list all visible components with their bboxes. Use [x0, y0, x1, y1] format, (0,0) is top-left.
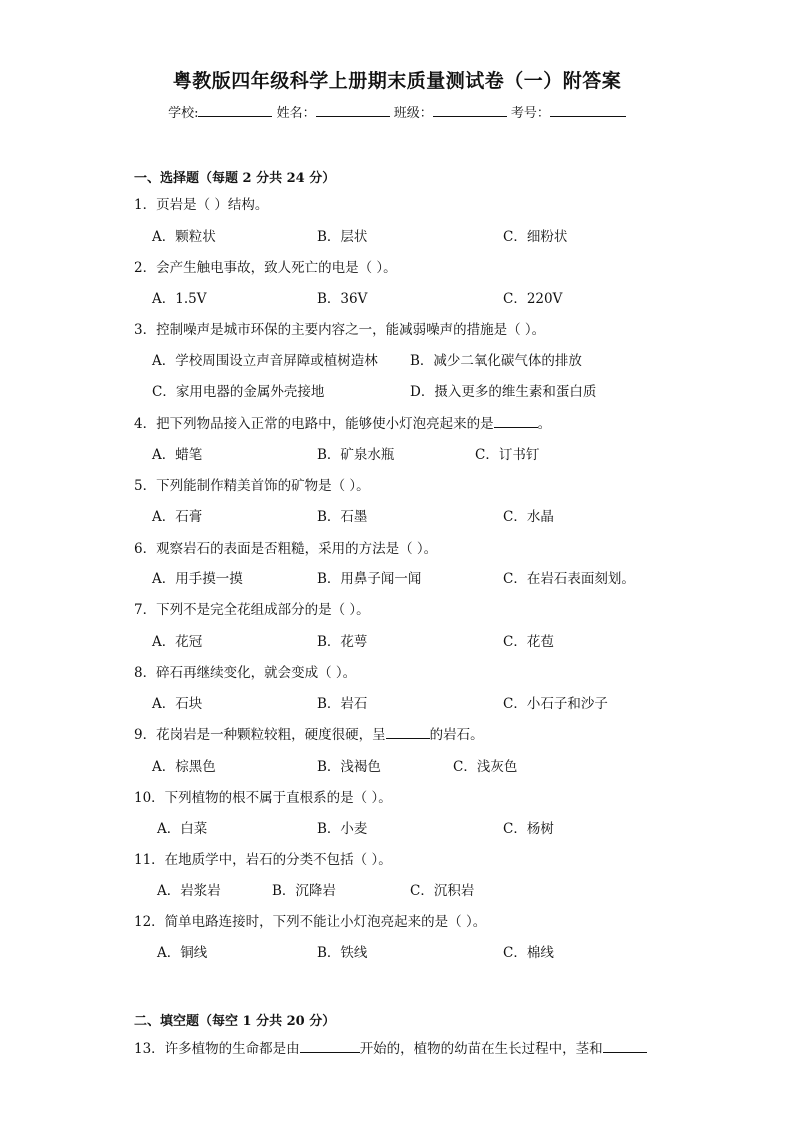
option[interactable]: A．颗粒状: [152, 229, 216, 245]
option[interactable]: C．细粉状: [503, 229, 568, 245]
option[interactable]: A．花冠: [152, 634, 203, 650]
class-blank[interactable]: [433, 102, 507, 117]
question-text: 4．把下列物品接入正常的电路中，能够使小灯泡亮起来的是: [134, 416, 494, 432]
question-stem: 11．在地质学中，岩石的分类不包括（ ）。: [134, 852, 392, 868]
question-text: 13．许多植物的生命都是由: [134, 1041, 300, 1057]
option[interactable]: B．岩石: [317, 696, 368, 712]
option[interactable]: C．水晶: [503, 509, 554, 525]
option[interactable]: A．岩浆岩: [157, 883, 221, 899]
option[interactable]: A．用手摸一摸: [152, 571, 243, 587]
section-heading-choice: 一、选择题（每题 2 分共 24 分）: [134, 171, 336, 186]
exam-number-blank[interactable]: [550, 102, 626, 117]
option[interactable]: C．订书钉: [475, 447, 540, 463]
question-stem: [134, 1037, 647, 1057]
option[interactable]: D．摄入更多的维生素和蛋白质: [410, 384, 597, 400]
question-stem: 3．控制噪声是城市环保的主要内容之一，能减弱噪声的措施是（ ）。: [134, 322, 546, 338]
question-stem: 5．下列能制作精美首饰的矿物是（ ）。: [134, 478, 370, 494]
exam-title: 粤教版四年级科学上册期末质量测试卷（一）附答案: [172, 70, 622, 92]
option[interactable]: A．石膏: [152, 509, 203, 525]
school-blank[interactable]: [198, 102, 272, 117]
option[interactable]: B．用鼻子闻一闻: [317, 571, 422, 587]
option[interactable]: A．白菜: [157, 821, 208, 837]
option[interactable]: C．家用电器的金属外壳接地: [152, 384, 325, 400]
option[interactable]: C．花苞: [503, 634, 554, 650]
answer-blank[interactable]: [300, 1040, 360, 1053]
option[interactable]: A．1.5V: [152, 291, 207, 307]
answer-blank[interactable]: [386, 726, 430, 739]
option[interactable]: B．沉降岩: [272, 883, 336, 899]
question-stem: 6．观察岩石的表面是否粗糙，采用的方法是（ ）。: [134, 541, 438, 557]
option[interactable]: C．在岩石表面刻划。: [503, 571, 635, 587]
question-text-continued: 开始的，植物的幼苗在生长过程中，茎和: [359, 1041, 603, 1057]
exam-number-label: 考号：: [510, 106, 550, 121]
option[interactable]: B．矿泉水瓶: [317, 447, 395, 463]
question-stem: 12．简单电路连接时，下列不能让小灯泡亮起来的是（ ）。: [134, 914, 487, 930]
name-blank[interactable]: [316, 102, 390, 117]
option[interactable]: B．减少二氧化碳气体的排放: [410, 353, 582, 369]
question-stem: 7．下列不是完全花组成部分的是（ ）。: [134, 602, 370, 618]
option[interactable]: A．铜线: [157, 945, 208, 961]
option[interactable]: C．棉线: [503, 945, 554, 961]
section-heading-fill-blank: 二、填空题（每空 1 分共 20 分）: [134, 1014, 336, 1029]
option[interactable]: B．花萼: [317, 634, 368, 650]
option[interactable]: C．沉积岩: [410, 883, 475, 899]
question-text: 9．花岗岩是一种颗粒较粗，硬度很硬，呈: [134, 727, 386, 743]
option[interactable]: B．石墨: [317, 509, 368, 525]
name-label: 姓名：: [276, 106, 316, 121]
question-stem: 1．页岩是（ ）结构。: [134, 197, 269, 213]
option[interactable]: A．蜡笔: [152, 447, 203, 463]
question-stem: 8．碎石再继续变化，就会变成（ ）。: [134, 665, 357, 681]
answer-blank[interactable]: [494, 415, 538, 428]
question-stem: [134, 723, 484, 743]
option[interactable]: C．小石子和沙子: [503, 696, 608, 712]
option[interactable]: B．36V: [317, 291, 368, 307]
question-stem: 10．下列植物的根不属于直根系的是（ ）。: [134, 790, 392, 806]
class-label: 班级：: [393, 106, 433, 121]
option[interactable]: B．层状: [317, 229, 368, 245]
option[interactable]: B．铁线: [317, 945, 368, 961]
option[interactable]: C．杨树: [503, 821, 554, 837]
option[interactable]: C．220V: [503, 291, 563, 307]
answer-blank[interactable]: [603, 1040, 647, 1053]
option[interactable]: C．浅灰色: [453, 759, 518, 775]
option[interactable]: A．学校周围设立声音屏障或植树造林: [152, 353, 378, 369]
question-text-end: 。: [537, 416, 552, 432]
question-stem: 2．会产生触电事故，致人死亡的电是（ ）。: [134, 260, 397, 276]
question-stem: [134, 412, 551, 432]
option[interactable]: A．石块: [152, 696, 203, 712]
option[interactable]: B．小麦: [317, 821, 368, 837]
school-label: 学校:: [168, 106, 199, 121]
question-text-end: 的岩石。: [429, 727, 484, 743]
student-info-line: [0, 102, 794, 121]
option[interactable]: A．棕黑色: [152, 759, 216, 775]
option[interactable]: B．浅褐色: [317, 759, 381, 775]
